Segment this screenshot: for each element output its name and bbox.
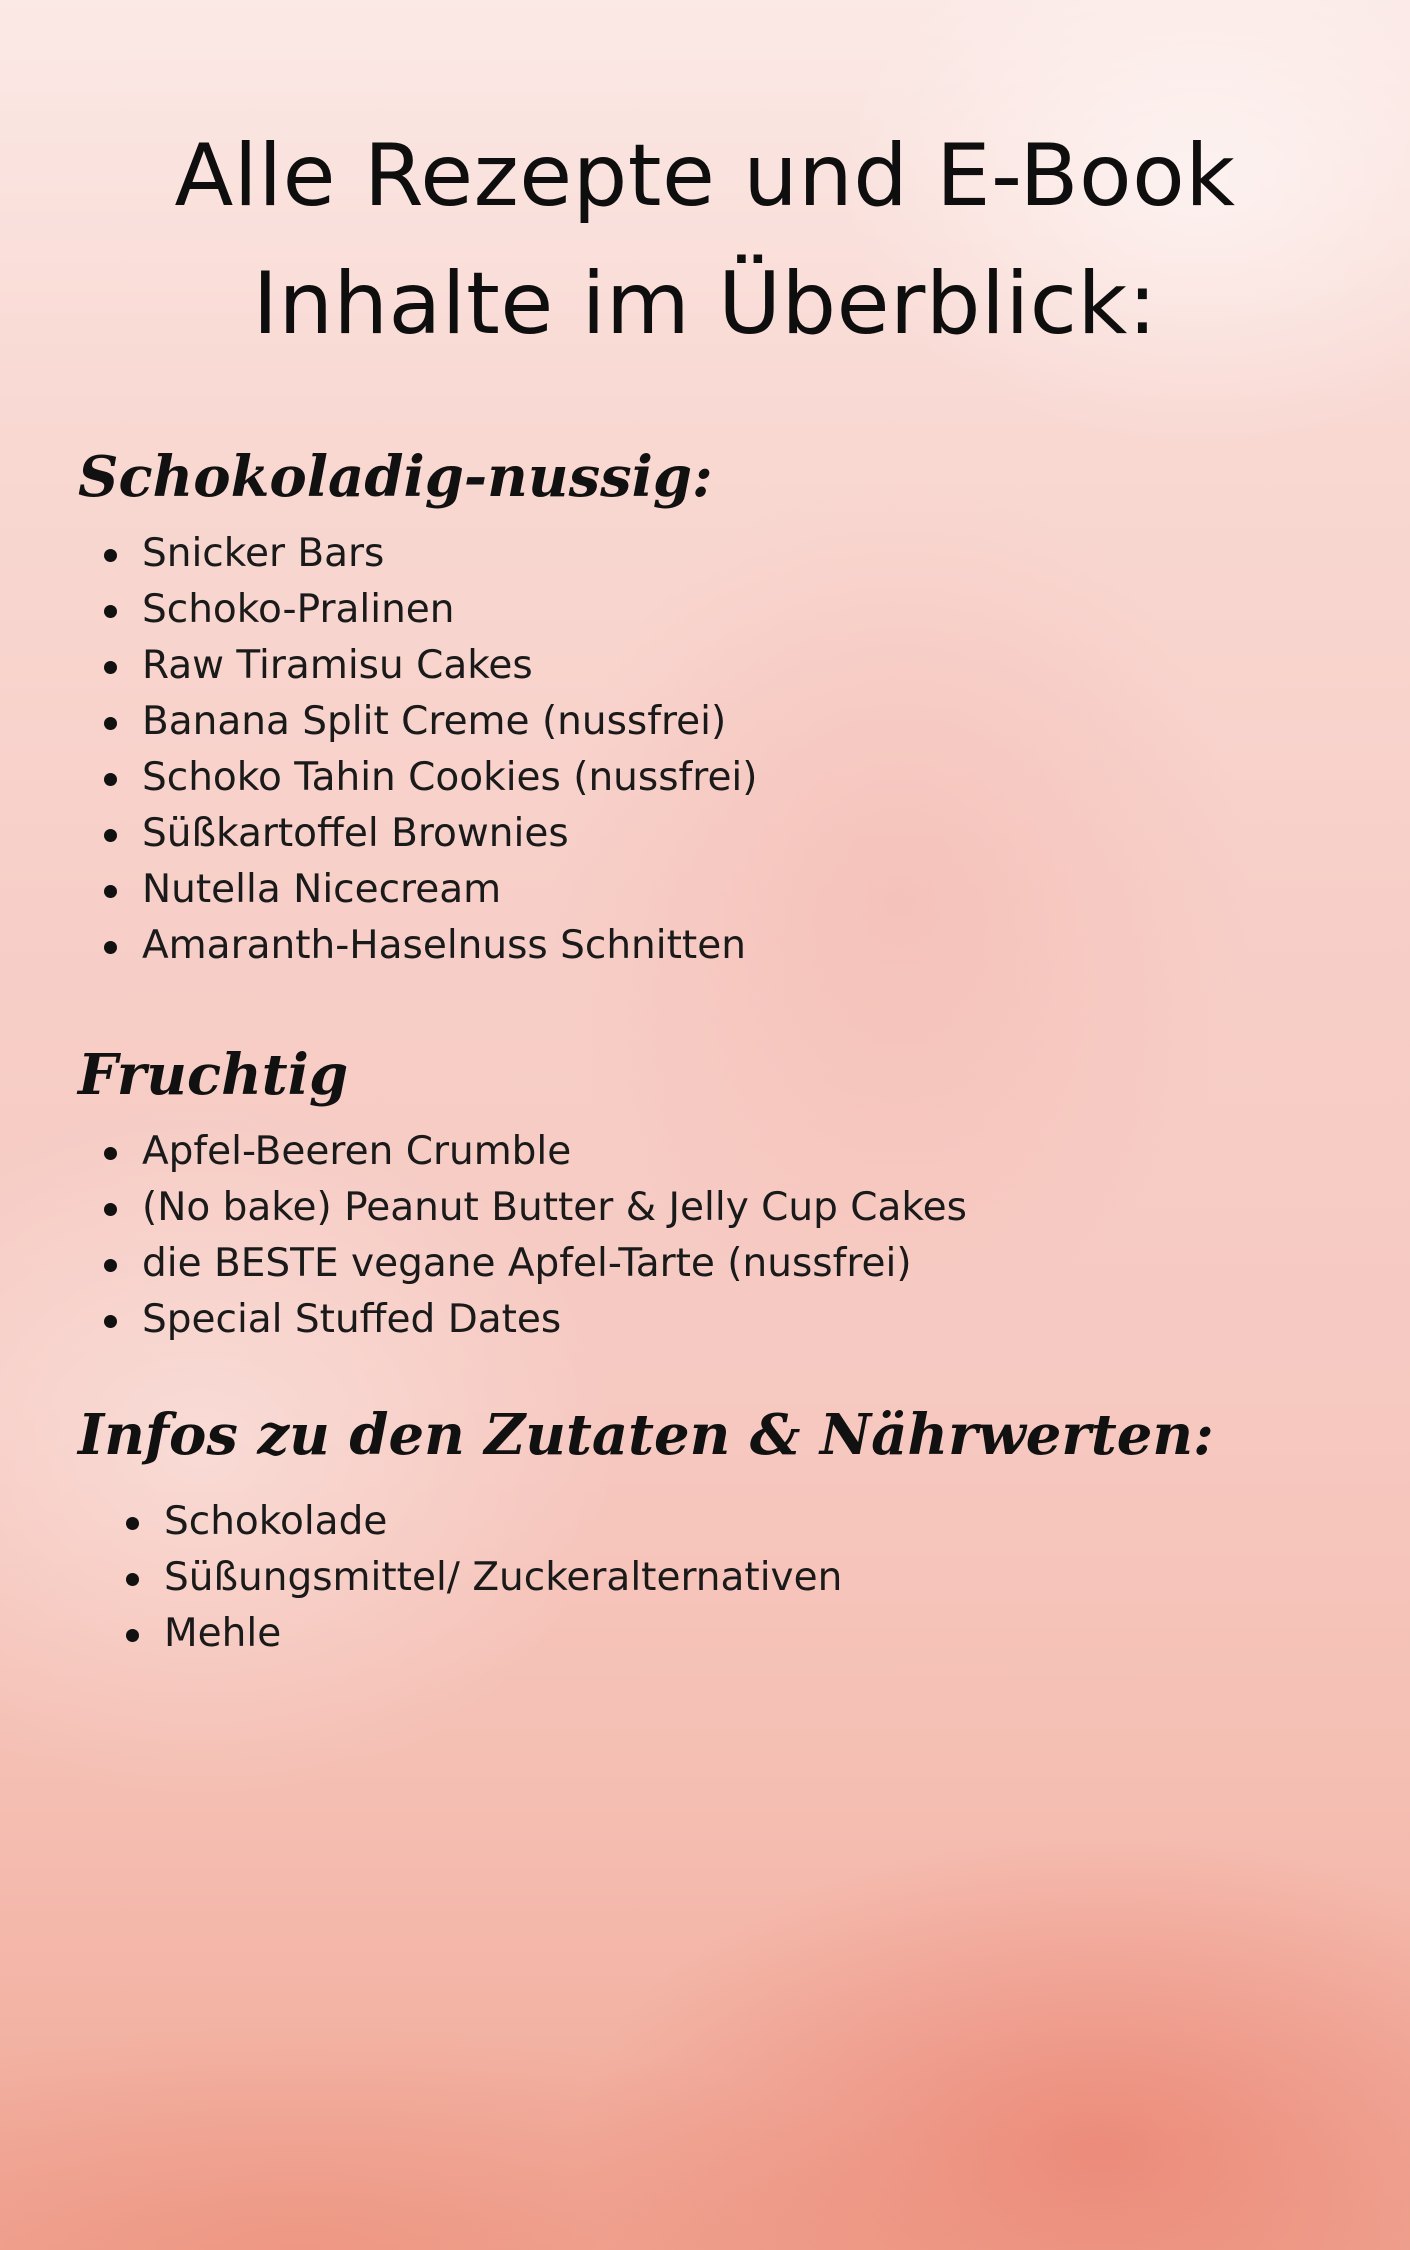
list-item: Snicker Bars	[104, 526, 758, 582]
list-item: (No bake) Peanut Butter & Jelly Cup Cakes	[104, 1180, 967, 1236]
page-title	[0, 112, 1410, 368]
recipe-list-schokoladig-nussig	[104, 526, 758, 974]
section-heading-infos-zutaten: Infos zu den Zutaten & Nährwerten:	[78, 1402, 1214, 1468]
title-line-2: Inhalte im Überblick:	[252, 254, 1158, 354]
section-heading-fruchtig: Fruchtig	[78, 1042, 349, 1108]
list-item: Süßungsmittel/ Zuckeralternativen	[126, 1550, 842, 1606]
list-item: Schoko Tahin Cookies (nussfrei)	[104, 750, 758, 806]
list-item: Schoko-Pralinen	[104, 582, 758, 638]
section-heading-schokoladig-nussig: Schokoladig-nussig:	[78, 444, 713, 510]
list-item: die BESTE vegane Apfel-Tarte (nussfrei)	[104, 1236, 967, 1292]
title-line-1: Alle Rezepte und E-Book	[174, 126, 1236, 226]
recipe-list-fruchtig	[104, 1124, 967, 1348]
list-item: Raw Tiramisu Cakes	[104, 638, 758, 694]
list-item: Nutella Nicecream	[104, 862, 758, 918]
list-item: Apfel-Beeren Crumble	[104, 1124, 967, 1180]
info-list-zutaten	[126, 1494, 842, 1662]
list-item: Amaranth-Haselnuss Schnitten	[104, 918, 758, 974]
list-item: Banana Split Creme (nussfrei)	[104, 694, 758, 750]
list-item: Mehle	[126, 1606, 842, 1662]
list-item: Süßkartoffel Brownies	[104, 806, 758, 862]
list-item: Special Stuffed Dates	[104, 1292, 967, 1348]
list-item: Schokolade	[126, 1494, 842, 1550]
